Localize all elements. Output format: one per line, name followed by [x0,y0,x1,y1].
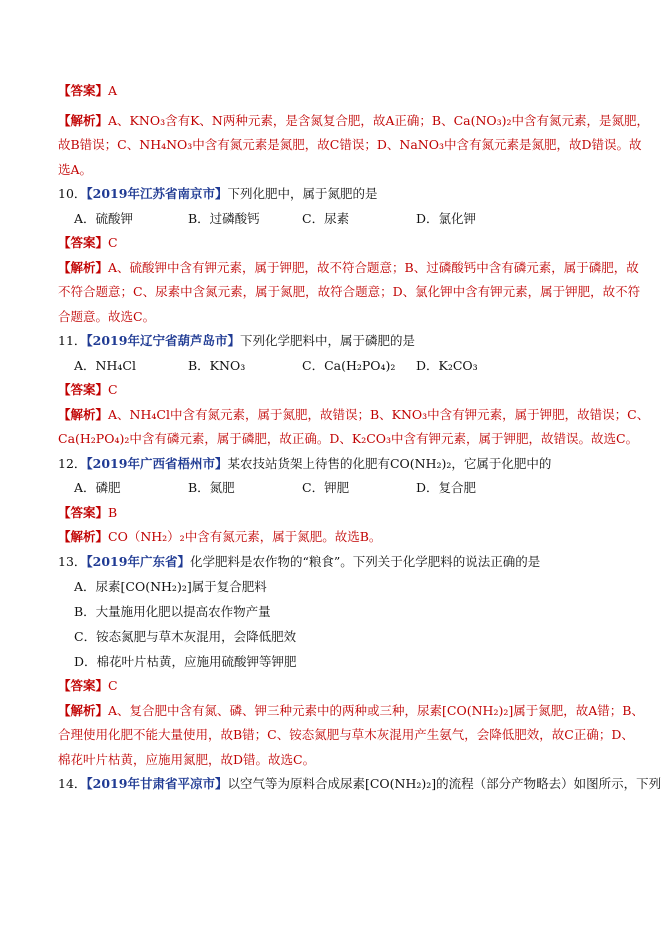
q13-option-c: C．铵态氮肥与草木灰混用，会降低肥效 [74,629,297,644]
q9-analysis-line-2: 故B错误；C、NH₄NO₃中含有氮元素是氮肥，故C错误；D、NaNO₃中含有氮元素是氮肥，故D错误。故 [58,137,642,152]
q9-analysis-line-3: 选A。 [58,161,93,177]
q12-option-c: C．钾肥 [302,480,350,495]
q11-option-b: B．KNO₃ [188,357,246,373]
q11-stem: 11．【2019年辽宁省葫芦岛市】下列化学肥料中，属于磷肥的是 [58,333,415,348]
q11-answer: 【答案】C [58,382,118,397]
q10-option-b: B．过磷酸钙 [188,210,260,226]
q10-analysis-line-2: 不符合题意；C、尿素中含氮元素，属于氮肥，故符合题意；D、氯化钾中含有钾元素，属于钾肥，故不符 [58,284,641,299]
q11-option-c: C．Ca(H₂PO₄)₂ [302,357,396,373]
q10-answer: 【答案】C [58,235,118,250]
q11-options [58,354,606,379]
q11-analysis-line-2: Ca(H₂PO₄)₂中含有磷元素，属于磷肥，故正确。D、K₂CO₃中含有钾元素，属于钾肥，故错误。故选C。 [58,431,639,446]
q9-answer: 【答案】A [58,83,118,98]
q13-option-a: A．尿素[CO(NH₂)₂]属于复合肥料 [74,579,267,594]
q12-option-b: B．氮肥 [188,480,235,495]
q13-answer: 【答案】C [58,678,118,693]
q12-options [58,476,606,501]
q10-option-c: C．尿素 [302,210,350,226]
q12-analysis-line-1: 【解析】CO（NH₂）₂中含有氮元素，属于氮肥。故选B。 [58,529,382,544]
q11-option-d: D．K₂CO₃ [416,357,478,373]
q10-options [58,207,606,232]
q13-analysis-line-1: 【解析】A、复合肥中含有氮、磷、钾三种元素中的两种或三种，尿素[CO(NH₂)₂]属于氮肥，故A错；B、 [58,702,644,718]
q12-stem: 12．【2019年广西省梧州市】某农技站货架上待售的化肥有CO(NH₂)₂，它属于化肥中的 [58,455,552,471]
q10-option-d: D．氯化钾 [416,210,477,226]
q9-analysis-line-1: 【解析】A、KNO₃含有K、N两种元素，是含氮复合肥，故A正确；B、Ca(NO₃)₂中含有氮元素，是氮肥， [58,112,650,128]
q12-option-a: A．磷肥 [74,480,121,495]
q13-analysis-line-3: 棉花叶片枯黄，应施用氮肥，故D错。故选C。 [58,751,316,767]
document-page [58,79,661,797]
q10-option-a: A．硫酸钾 [74,210,134,226]
q11-option-a: A．NH₄Cl [74,357,136,373]
q13-option-d: D．棉花叶片枯黄，应施用硫酸钾等钾肥 [74,654,297,669]
q10-stem: 10．【2019年江苏省南京市】下列化肥中，属于氮肥的是 [58,186,378,201]
q13-analysis-line-2: 合理使用化肥不能大量使用，故B错；C、铵态氮肥与草木灰混用产生氨气，会降低肥效，故C正确；D、 [58,727,634,742]
q10-analysis-line-1: 【解析】A、硫酸钾中含有钾元素，属于钾肥，故不符合题意；B、过磷酸钙中含有磷元素，属于磷肥，故 [58,259,639,275]
q12-option-d: D．复合肥 [416,480,477,495]
q13-stem: 13．【2019年广东省】化学肥料是农作物的“粮食”。下列关于化学肥料的说法正确的是 [58,553,541,569]
q10-analysis-line-3: 合题意。故选C。 [58,308,156,324]
q11-analysis-line-1: 【解析】A、NH₄Cl中含有氮元素，属于氮肥，故错误；B、KNO₃中含有钾元素，属于钾肥，故错误；C、 [58,406,650,422]
q12-answer: 【答案】B [58,504,118,520]
q13-option-b: B．大量施用化肥以提高农作物产量 [74,604,271,619]
q14-stem: 14．【2019年甘肃省平凉市】以空气等为原料合成尿素[CO(NH₂)₂]的流程（部分产物略去）如图所示，下列 [58,776,661,791]
